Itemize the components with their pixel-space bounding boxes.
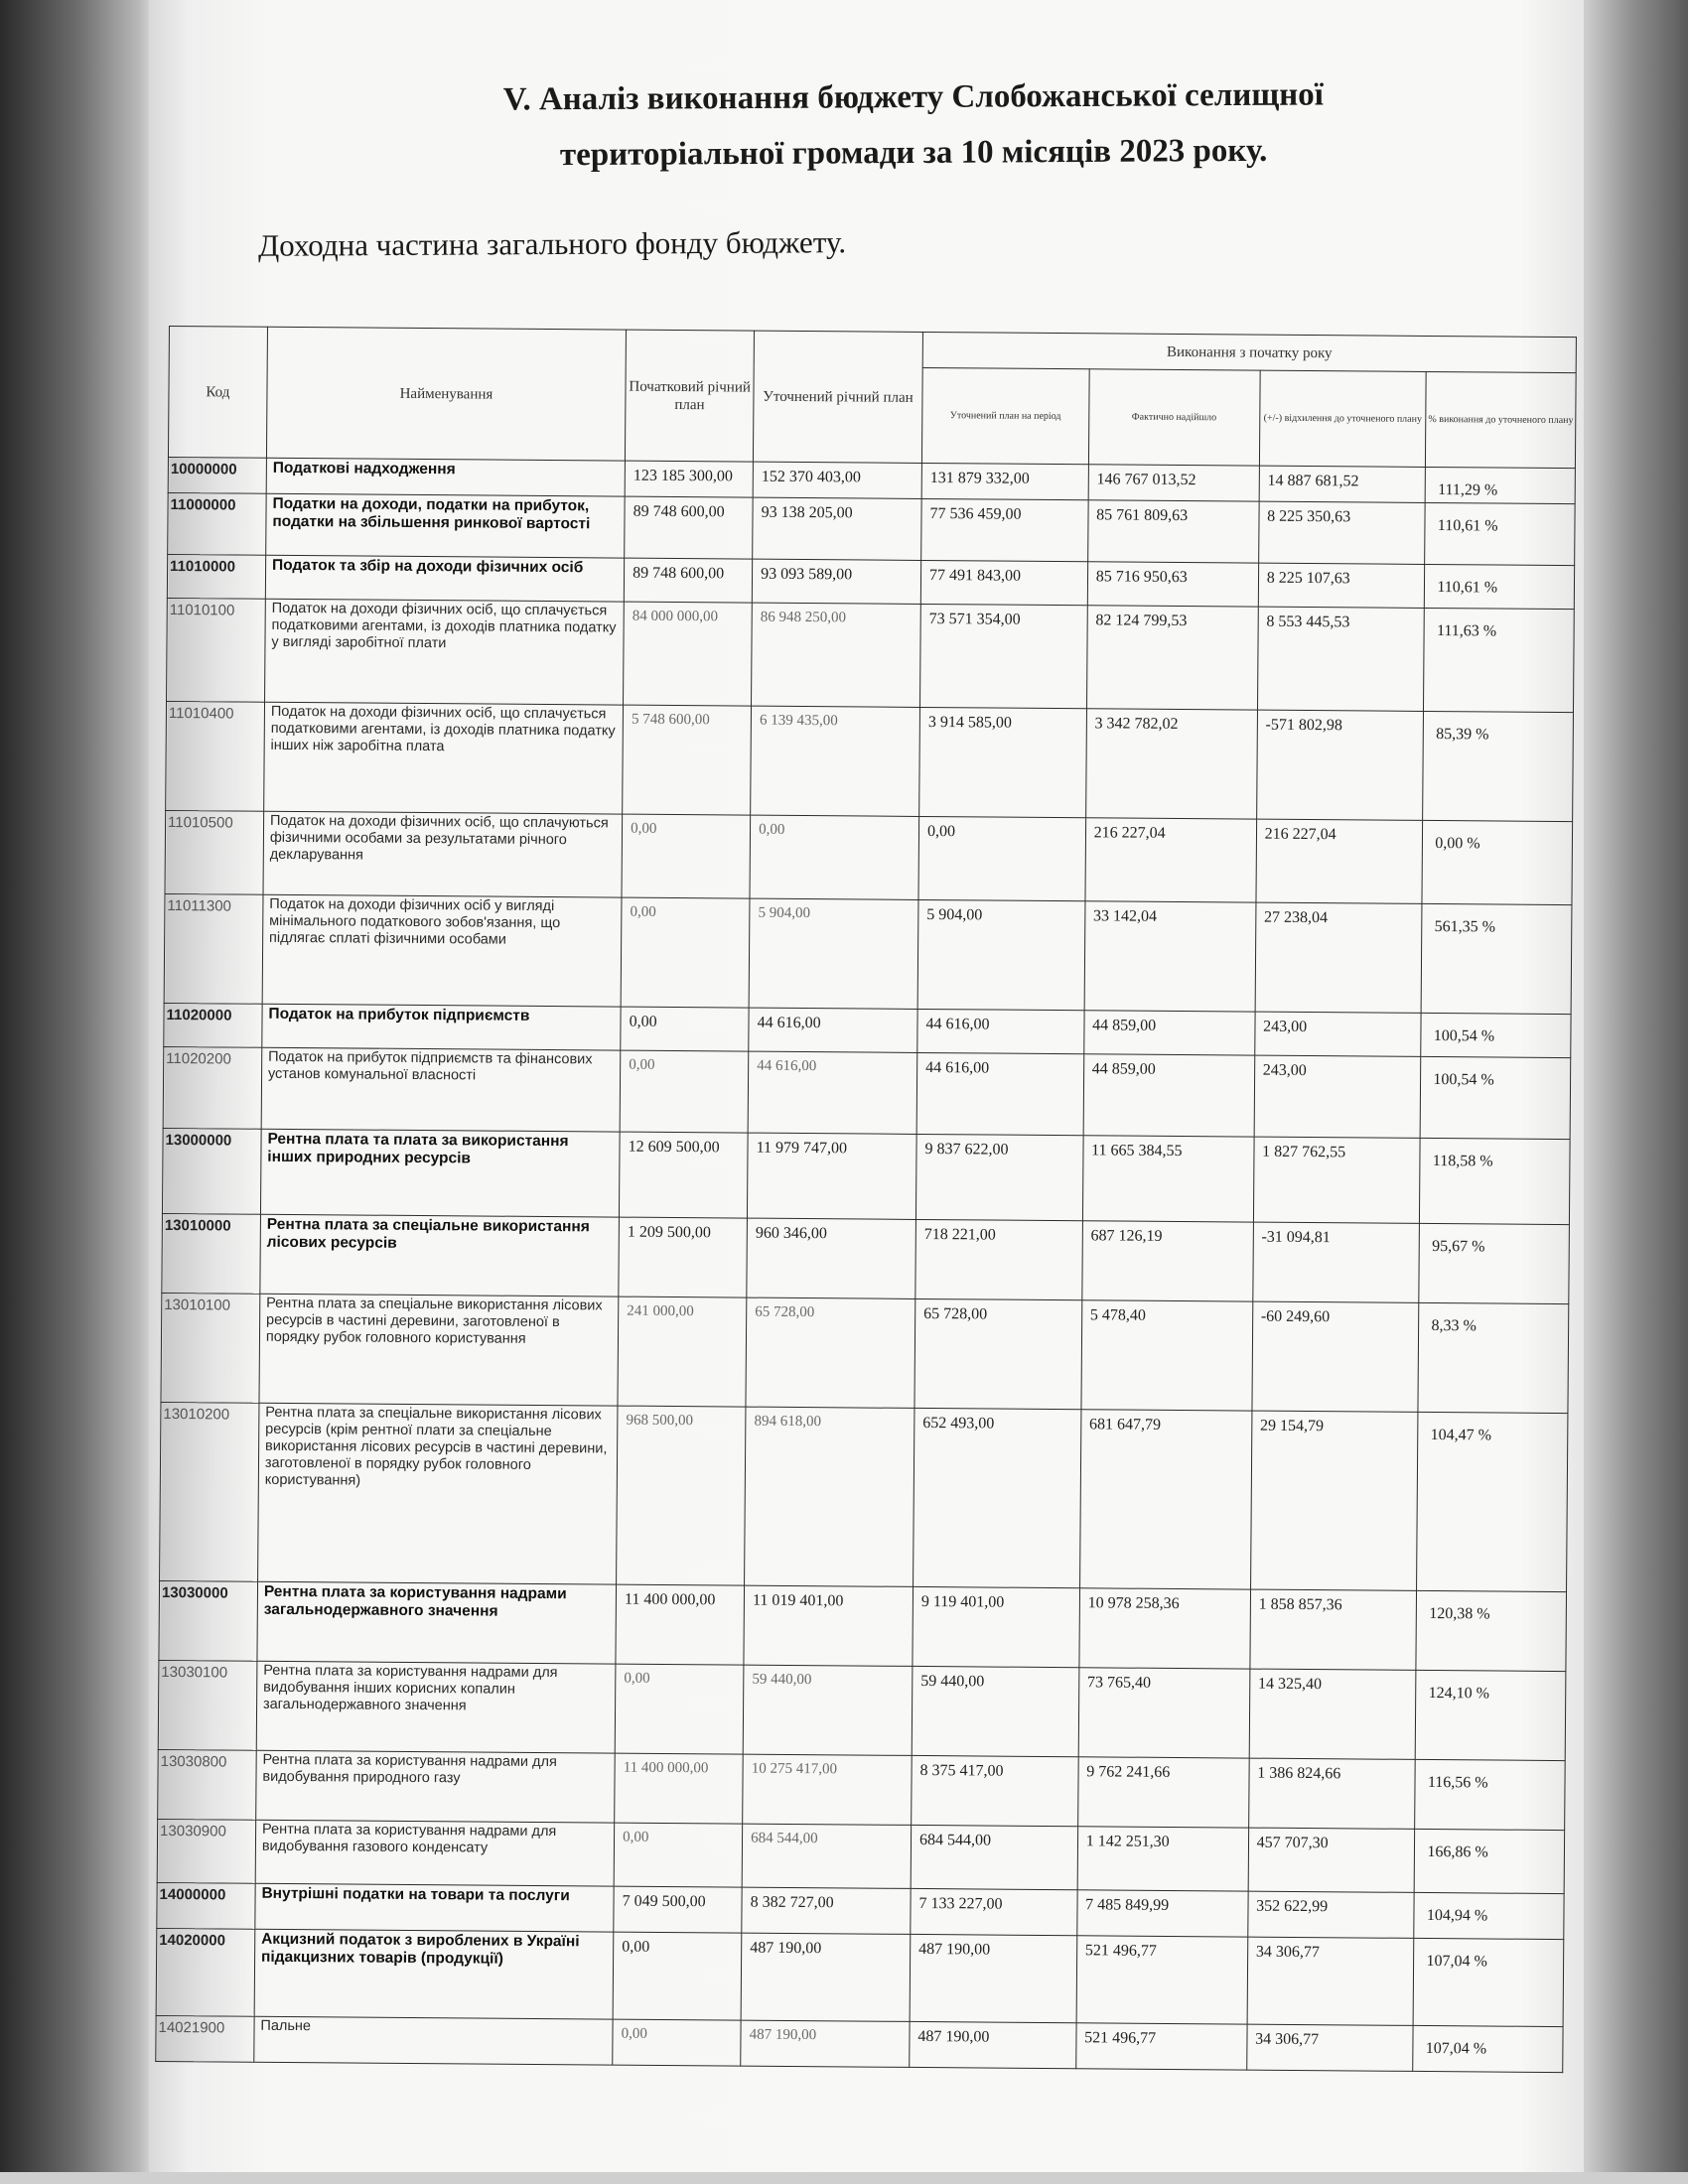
cell-initial-plan: 0,00 — [621, 897, 750, 1008]
cell-actual: 44 859,00 — [1083, 1011, 1254, 1055]
cell-deviation: 243,00 — [1254, 1012, 1421, 1056]
table-row — [160, 1402, 1568, 1591]
cell-name: Рентна плата за користування надрами для видобування газового конденсату — [255, 1820, 615, 1886]
table-row — [164, 893, 1572, 1014]
cell-revised-plan: 65 728,00 — [746, 1297, 915, 1408]
cell-initial-plan: 89 748 600,00 — [624, 558, 752, 603]
cell-period-plan: 684 544,00 — [911, 1825, 1077, 1889]
cell-initial-plan: 0,00 — [614, 1823, 742, 1887]
cell-deviation: 352 622,99 — [1247, 1891, 1414, 1938]
table-row — [158, 1660, 1566, 1760]
cell-revised-plan: 93 093 589,00 — [752, 559, 920, 604]
cell-period-plan: 487 190,00 — [910, 2021, 1076, 2068]
cell-code: 13010000 — [162, 1213, 261, 1294]
cell-actual: 521 496,77 — [1075, 2023, 1246, 2070]
cell-percent: 0,00 % — [1422, 820, 1572, 904]
cell-deviation: 34 306,77 — [1246, 2024, 1413, 2071]
cell-initial-plan: 968 500,00 — [617, 1406, 746, 1585]
cell-code: 14000000 — [157, 1882, 255, 1929]
cell-revised-plan: 487 190,00 — [741, 1933, 911, 2021]
cell-code: 11010400 — [166, 701, 265, 811]
cell-deviation: 29 154,79 — [1250, 1411, 1418, 1590]
cell-initial-plan: 0,00 — [622, 814, 751, 898]
table-row — [156, 2015, 1563, 2072]
cell-name: Акцизний податок з вироблених в Україні підакцизних товарів (продукції) — [254, 1929, 614, 2019]
title-line-1: V. Аналіз виконання бюджету Слобожанської селищної — [502, 76, 1324, 118]
scan-shadow-right — [1584, 0, 1688, 2184]
cell-deviation: 8 225 350,63 — [1258, 501, 1425, 564]
table-row — [168, 492, 1575, 565]
table-row — [162, 1213, 1570, 1303]
cell-initial-plan: 89 748 600,00 — [625, 496, 753, 559]
cell-percent: 95,67 % — [1419, 1223, 1569, 1303]
cell-initial-plan: 5 748 600,00 — [623, 705, 752, 815]
cell-name: Рентна плата за спеціальне використання лісових ресурсів (крім рентної плати за спеціальне використання лісових ресурсів в частині деревини, заготовленої в порядку рубок головного користування) — [257, 1403, 618, 1584]
cell-name: Податок на доходи фізичних осіб, що сплачується податковими агентами, із доходів платника податку інших ніж заробітна плата — [264, 702, 624, 814]
cell-initial-plan: 11 400 000,00 — [616, 1584, 745, 1665]
cell-revised-plan: 6 139 435,00 — [751, 706, 920, 816]
cell-code: 11010500 — [165, 810, 264, 894]
table-row — [161, 1293, 1569, 1413]
cell-code: 11011300 — [164, 893, 263, 1004]
cell-name: Рентна плата за спеціальне використання лісових ресурсів — [260, 1214, 620, 1297]
table-body — [156, 457, 1576, 2072]
cell-revised-plan: 894 618,00 — [745, 1407, 914, 1586]
header-initial-plan: Початковий річний план — [626, 330, 755, 462]
cell-name: Податок на доходи фізичних осіб, що сплачуються фізичними особами за результатами річного декларування — [263, 811, 623, 897]
budget-table-wrapper — [155, 326, 1577, 2073]
cell-deviation: 1 386 824,66 — [1248, 1758, 1415, 1829]
cell-revised-plan: 59 440,00 — [743, 1665, 913, 1755]
cell-period-plan: 77 491 843,00 — [920, 560, 1087, 605]
cell-name: Податок на доходи фізичних осіб у вигляді мінімального податкового зобов'язання, що підлягає сплаті фізичними особами — [262, 894, 622, 1007]
cell-initial-plan: 12 609 500,00 — [620, 1132, 749, 1218]
cell-initial-plan: 241 000,00 — [618, 1297, 747, 1407]
title-line-2: територіальної громади за 10 місяців 2023 року. — [559, 132, 1268, 174]
cell-percent: 118,58 % — [1420, 1138, 1570, 1224]
cell-actual: 11 665 384,55 — [1082, 1136, 1254, 1222]
cell-period-plan: 7 133 227,00 — [911, 1888, 1077, 1935]
cell-revised-plan: 10 275 417,00 — [743, 1754, 912, 1825]
cell-revised-plan: 152 370 403,00 — [753, 462, 921, 498]
cell-actual: 73 765,40 — [1078, 1668, 1250, 1758]
cell-percent: 166,86 % — [1415, 1829, 1565, 1893]
cell-name: Рентна плата за спеціальне використання лісових ресурсів в частині деревини, заготовленої в порядку рубок головного користування — [259, 1294, 619, 1406]
cell-initial-plan: 0,00 — [613, 1932, 742, 2020]
table-row — [162, 1128, 1570, 1224]
cell-actual: 521 496,77 — [1076, 1936, 1248, 2024]
cell-name: Податки на доходи, податки на прибуток, податки на збільшення ринкової вартості — [266, 493, 626, 558]
cell-percent: 104,47 % — [1417, 1412, 1568, 1591]
cell-percent: 8,33 % — [1418, 1302, 1568, 1413]
cell-name: Рентна плата та плата за використання інших природних ресурсів — [260, 1129, 620, 1217]
cell-deviation: 8 225 107,63 — [1258, 563, 1425, 608]
cell-revised-plan: 8 382 727,00 — [742, 1887, 911, 1934]
cell-percent: 116,56 % — [1415, 1759, 1565, 1830]
cell-actual: 9 762 241,66 — [1077, 1757, 1249, 1828]
cell-initial-plan: 84 000 000,00 — [624, 602, 753, 706]
cell-name: Податок на доходи фізичних осіб, що сплачується податковими агентами, із доходів платника податку у вигляді заробітної плати — [264, 599, 624, 705]
cell-period-plan: 44 616,00 — [916, 1052, 1083, 1135]
table-row — [157, 1819, 1564, 1893]
cell-period-plan: 59 440,00 — [912, 1666, 1078, 1756]
table-row — [163, 1046, 1571, 1139]
cell-deviation: -31 094,81 — [1253, 1222, 1420, 1302]
cell-code: 11020200 — [163, 1046, 262, 1129]
cell-percent: 120,38 % — [1416, 1590, 1566, 1671]
cell-revised-plan: 487 190,00 — [741, 2020, 910, 2067]
cell-deviation: 1 827 762,55 — [1253, 1137, 1420, 1223]
header-period-plan: Уточнений план на період — [921, 367, 1088, 464]
cell-deviation: 14 325,40 — [1249, 1669, 1416, 1759]
cell-percent: 107,04 % — [1413, 2025, 1563, 2072]
cell-period-plan: 73 571 354,00 — [919, 604, 1087, 708]
cell-actual: 10 978 258,36 — [1079, 1588, 1251, 1669]
cell-revised-plan: 44 616,00 — [749, 1008, 917, 1052]
table-row — [165, 810, 1573, 904]
cell-period-plan: 8 375 417,00 — [912, 1755, 1078, 1826]
cell-code: 13030100 — [158, 1660, 257, 1750]
cell-code: 13010200 — [160, 1402, 259, 1581]
cell-percent: 561,35 % — [1421, 903, 1571, 1014]
cell-percent: 110,61 % — [1425, 564, 1575, 609]
cell-deviation: -60 249,60 — [1252, 1301, 1420, 1412]
cell-period-plan: 44 616,00 — [917, 1009, 1084, 1053]
cell-actual: 85 761 809,63 — [1087, 500, 1258, 563]
cell-period-plan: 3 914 585,00 — [919, 707, 1087, 817]
cell-code: 13010100 — [161, 1293, 260, 1403]
cell-code: 11000000 — [168, 492, 266, 555]
header-code: Код — [168, 327, 267, 459]
cell-deviation: 457 707,30 — [1248, 1828, 1415, 1892]
cell-actual: 33 142,04 — [1084, 901, 1256, 1012]
cell-actual: 3 342 782,02 — [1085, 709, 1257, 819]
cell-period-plan: 9 837 622,00 — [915, 1134, 1082, 1220]
cell-name: Пальне — [254, 2016, 614, 2065]
cell-actual: 146 767 013,52 — [1088, 465, 1259, 501]
cell-deviation: 34 306,77 — [1247, 1937, 1414, 2025]
cell-revised-plan: 960 346,00 — [747, 1218, 915, 1298]
cell-percent: 124,10 % — [1416, 1670, 1566, 1760]
cell-code: 13030800 — [158, 1749, 256, 1820]
document-page — [149, 0, 1584, 2172]
cell-code: 13030000 — [159, 1580, 258, 1661]
cell-period-plan: 487 190,00 — [910, 1934, 1076, 2022]
table-row — [158, 1749, 1566, 1830]
cell-deviation: 243,00 — [1254, 1055, 1421, 1138]
cell-name: Податок на прибуток підприємств — [262, 1004, 622, 1050]
cell-percent: 111,63 % — [1424, 608, 1574, 712]
cell-actual: 7 485 849,99 — [1076, 1890, 1247, 1937]
cell-period-plan: 77 536 459,00 — [921, 498, 1088, 561]
cell-actual: 5 478,40 — [1081, 1300, 1253, 1411]
cell-actual: 216 227,04 — [1085, 818, 1257, 902]
budget-table — [155, 326, 1577, 2073]
scan-shadow-left — [0, 0, 149, 2184]
cell-percent: 110,61 % — [1425, 502, 1575, 565]
cell-period-plan: 718 221,00 — [915, 1219, 1082, 1299]
cell-revised-plan: 5 904,00 — [749, 898, 918, 1009]
cell-code: 11010100 — [167, 598, 266, 702]
cell-deviation: 14 887 681,52 — [1259, 466, 1426, 502]
cell-deviation: 27 238,04 — [1255, 902, 1423, 1013]
cell-period-plan: 65 728,00 — [914, 1298, 1082, 1409]
cell-code: 14021900 — [156, 2015, 254, 2062]
cell-name: Податкові надходження — [266, 458, 625, 496]
page-title — [318, 66, 1510, 184]
header-execution: Виконання з початку року — [922, 332, 1576, 372]
table-row — [166, 701, 1574, 821]
cell-period-plan: 652 493,00 — [914, 1408, 1081, 1587]
section-subtitle: Доходна частина загального фонду бюджету. — [257, 224, 847, 263]
cell-name: Внутрішні податки на товари та послуги — [255, 1883, 615, 1932]
cell-initial-plan: 0,00 — [613, 2019, 741, 2066]
cell-initial-plan: 11 400 000,00 — [615, 1753, 744, 1824]
cell-revised-plan: 11 979 747,00 — [748, 1133, 917, 1219]
header-revised-plan: Уточнений річний план — [754, 331, 923, 463]
cell-percent: 111,29 % — [1426, 467, 1576, 503]
table-row — [167, 598, 1575, 712]
cell-initial-plan: 7 049 500,00 — [614, 1886, 742, 1933]
cell-period-plan: 5 904,00 — [917, 899, 1085, 1010]
cell-period-plan: 131 879 332,00 — [921, 463, 1088, 499]
cell-actual: 82 124 799,53 — [1086, 606, 1258, 710]
cell-actual: 44 859,00 — [1083, 1054, 1255, 1137]
cell-actual: 687 126,19 — [1082, 1221, 1254, 1301]
cell-revised-plan: 86 948 250,00 — [752, 603, 921, 707]
cell-revised-plan: 44 616,00 — [748, 1051, 916, 1134]
cell-initial-plan: 0,00 — [615, 1664, 744, 1754]
cell-revised-plan: 11 019 401,00 — [744, 1585, 913, 1666]
scan-bottom-edge — [0, 2172, 1688, 2184]
cell-revised-plan: 0,00 — [750, 815, 919, 899]
cell-initial-plan: 1 209 500,00 — [619, 1217, 748, 1297]
cell-percent: 100,54 % — [1421, 1013, 1571, 1057]
cell-period-plan: 0,00 — [918, 816, 1085, 900]
cell-name: Рентна плата за користування надрами для видобування інших корисних копалин загальнодержавного значення — [256, 1661, 616, 1753]
cell-revised-plan: 684 544,00 — [742, 1824, 911, 1888]
cell-percent: 104,94 % — [1414, 1892, 1564, 1939]
cell-code: 11020000 — [164, 1003, 262, 1047]
cell-code: 10000000 — [168, 457, 266, 493]
header-percent: % виконання до уточненого плану — [1426, 371, 1576, 468]
header-deviation: (+/-) відхилення до уточненого плану — [1259, 370, 1426, 467]
cell-percent: 85,39 % — [1423, 711, 1573, 821]
cell-name: Рентна плата за користування надрами для видобування природного газу — [256, 1750, 616, 1823]
cell-initial-plan: 0,00 — [620, 1050, 749, 1133]
cell-name: Рентна плата за користування надрами загальнодержавного значення — [257, 1581, 617, 1664]
cell-actual: 681 647,79 — [1079, 1410, 1251, 1589]
cell-deviation: 1 858 857,36 — [1250, 1589, 1417, 1670]
header-actual: Фактично надійшло — [1088, 369, 1260, 466]
cell-name: Податок та збір на доходи фізичних осіб — [265, 555, 625, 602]
cell-code: 11010000 — [167, 554, 265, 599]
cell-initial-plan: 123 185 300,00 — [625, 461, 753, 497]
cell-deviation: -571 802,98 — [1256, 710, 1424, 820]
cell-actual: 1 142 251,30 — [1077, 1827, 1248, 1891]
cell-initial-plan: 0,00 — [621, 1007, 749, 1051]
cell-code: 14020000 — [156, 1928, 255, 2016]
cell-percent: 107,04 % — [1413, 1938, 1563, 2026]
cell-percent: 100,54 % — [1421, 1056, 1571, 1139]
cell-deviation: 8 553 445,53 — [1257, 607, 1425, 711]
cell-deviation: 216 227,04 — [1256, 819, 1423, 903]
cell-name: Податок на прибуток підприємств та фінансових установ комунальної власності — [261, 1047, 621, 1132]
cell-code: 13030900 — [157, 1819, 255, 1883]
cell-revised-plan: 93 138 205,00 — [753, 497, 921, 560]
cell-period-plan: 9 119 401,00 — [913, 1586, 1079, 1667]
table-row — [156, 1928, 1564, 2026]
cell-code: 13000000 — [162, 1128, 261, 1214]
table-row — [159, 1580, 1567, 1671]
header-name: Найменування — [266, 327, 626, 461]
cell-actual: 85 716 950,63 — [1087, 562, 1258, 607]
